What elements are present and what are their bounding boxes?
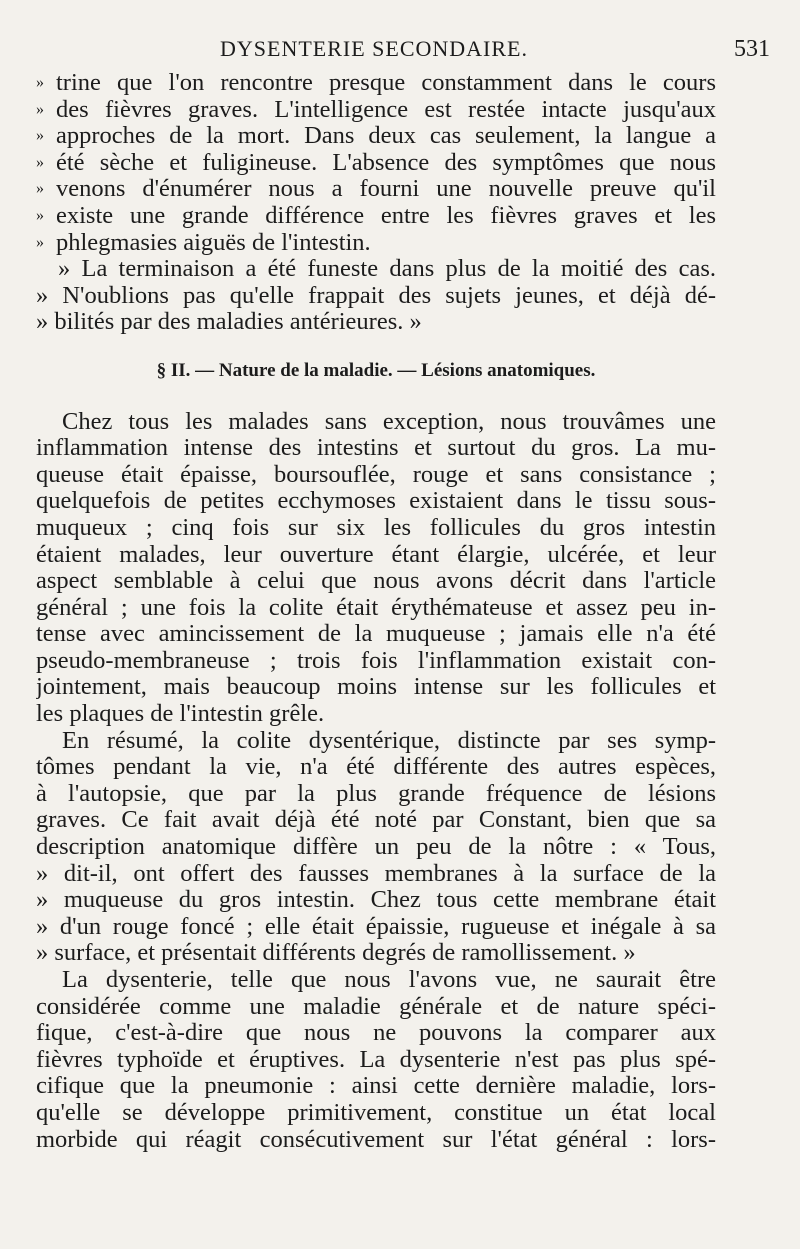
text-line: pseudo-membraneuse ; trois fois l'inflammation existait con- [36, 647, 716, 674]
page-number: 531 [734, 36, 770, 62]
text-line: les plaques de l'intestin grêle. [36, 701, 325, 728]
text-line: » bilités par des maladies antérieures. » [36, 309, 422, 336]
text-line: fièvres typhoïde et éruptives. La dysenterie n'est pas plus spé- [36, 1046, 716, 1073]
text-line: tômes pendant la vie, n'a été différente des autres espèces, [36, 754, 716, 781]
text-line: qu'elle se développe primitivement, constitue un état local [36, 1099, 716, 1126]
text-line: étaient malades, leur ouverture étant élargie, ulcérée, et leur [36, 541, 716, 568]
text-line: jointement, mais beaucoup moins intense sur les follicules et [36, 674, 716, 701]
text-line: La dysenterie, telle que nous l'avons vue, ne saurait être [62, 967, 716, 993]
text-line: queuse était épaisse, boursouflée, rouge et sans consistance ; [36, 461, 716, 488]
text-line: inflammation intense des intestins et surtout du gros. La mu- [36, 435, 716, 462]
text-line: quelquefois de petites ecchymoses existaient dans le tissu sous- [36, 488, 716, 515]
text-line: » trine que l'on rencontre presque constamment dans le cours [36, 70, 716, 97]
running-title: DYSENTERIE SECONDAIRE. [220, 36, 528, 61]
text-line: » des fièvres graves. L'intelligence est restée intacte jusqu'aux [36, 97, 716, 124]
text-line: fique, c'est-à-dire que nous ne pouvons la comparer aux [36, 1020, 716, 1047]
text-line: » N'oublions pas qu'elle frappait des sujets jeunes, et déjà dé- [36, 282, 716, 309]
text-line: » La terminaison a été funeste dans plus de la moitié des cas. [58, 256, 716, 283]
text-line: général ; une fois la colite était érythémateuse et assez peu in- [36, 594, 716, 621]
section-heading: § II. — Nature de la maladie. — Lésions anatomiques. [156, 359, 596, 381]
text-line: graves. Ce fait avait déjà été noté par Constant, bien que sa [36, 807, 716, 834]
body-text [36, 70, 716, 1153]
text-line: » été sèche et fuligineuse. L'absence des symptômes que nous [36, 150, 716, 177]
text-line: aspect semblable à celui que nous avons décrit dans l'article [36, 568, 716, 595]
text-line: tense avec amincissement de la muqueuse ; jamais elle n'a été [36, 621, 716, 648]
text-line: » existe une grande différence entre les fièvres graves et les [36, 203, 716, 230]
text-line: » venons d'énumérer nous a fourni une nouvelle preuve qu'il [36, 176, 716, 203]
text-line: description anatomique diffère un peu de la nôtre : « Tous, [36, 834, 716, 861]
text-line: cifique que la pneumonie : ainsi cette dernière maladie, lors- [36, 1073, 716, 1100]
text-line: morbide qui réagit consécutivement sur l'état général : lors- [36, 1126, 716, 1153]
text-line: » phlegmasies aiguës de l'intestin. [36, 230, 716, 257]
text-line: » surface, et présentait différents degrés de ramollissement. » [36, 940, 636, 967]
text-line: à l'autopsie, que par la plus grande fréquence de lésions [36, 780, 716, 807]
text-line: » dit-il, ont offert des fausses membranes à la surface de la [36, 860, 716, 887]
text-line: Chez tous les malades sans exception, nous trouvâmes une [62, 408, 716, 435]
text-line: En résumé, la colite dysentérique, distincte par ses symp- [62, 727, 716, 754]
text-line: » approches de la mort. Dans deux cas seulement, la langue a [36, 123, 716, 150]
text-line: considérée comme une maladie générale et de nature spéci- [36, 993, 716, 1020]
text-line: » d'un rouge foncé ; elle était épaissie, rugueuse et inégale à sa [36, 913, 716, 940]
text-line: muqueux ; cinq fois sur six les follicules du gros intestin [36, 514, 716, 541]
page-header [40, 36, 770, 66]
text-line: » muqueuse du gros intestin. Chez tous cette membrane était [36, 887, 716, 914]
